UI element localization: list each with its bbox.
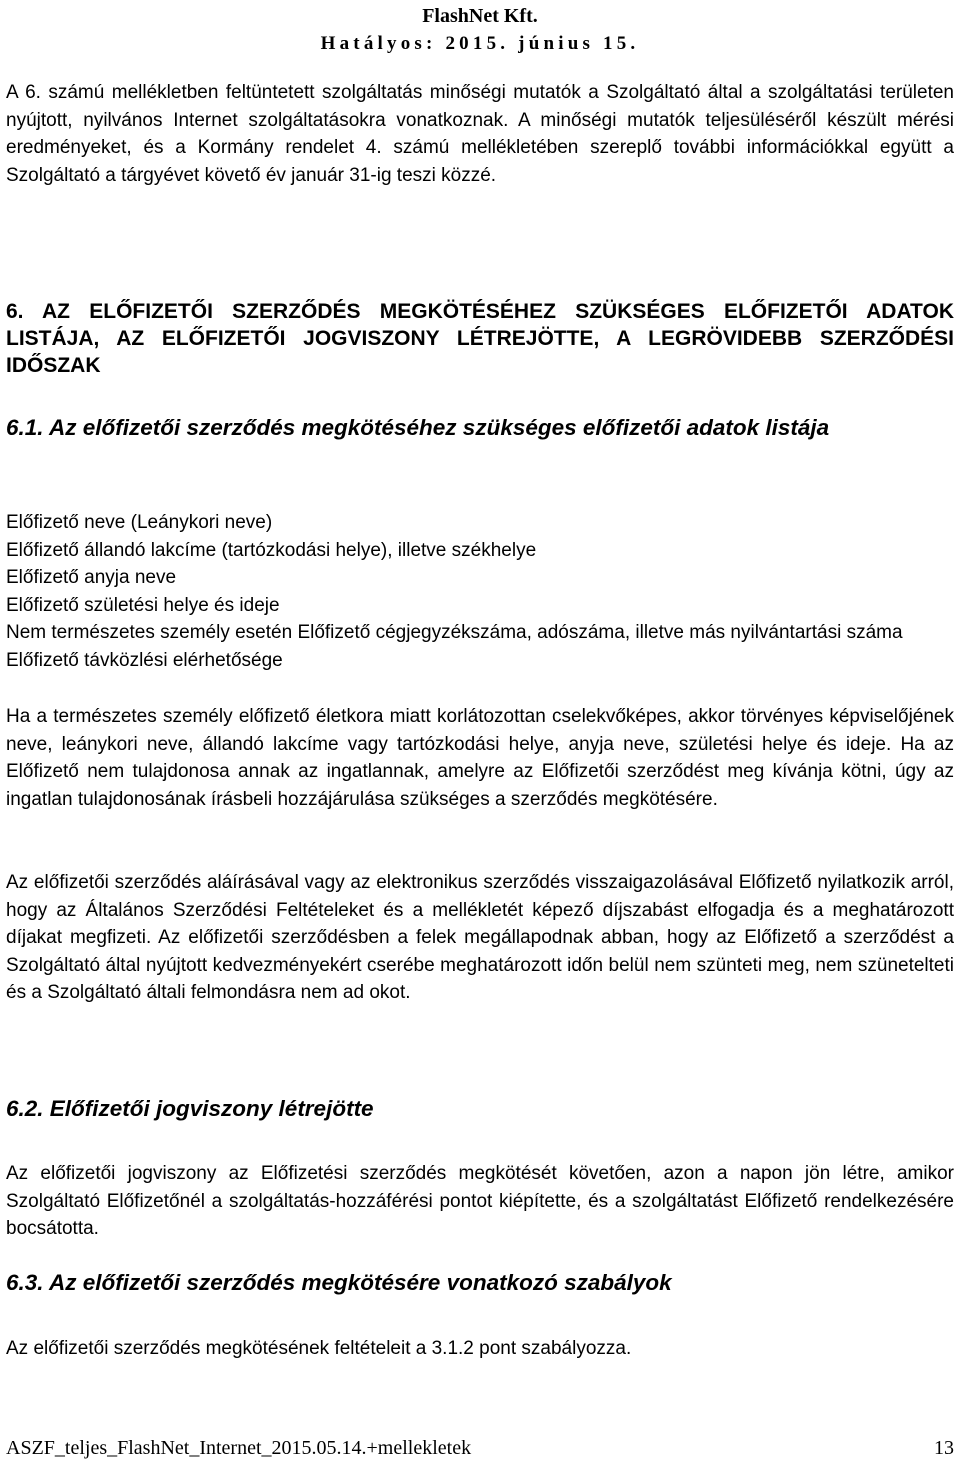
footer-page-number: 13 — [934, 1437, 954, 1459]
header-effective-date: Hatályos: 2015. június 15. — [320, 33, 640, 54]
document-page — [6, 0, 954, 1465]
list-item: Nem természetes személy esetén Előfizető cégjegyzékszáma, adószáma, illetve más nyilvántartási száma — [6, 622, 903, 644]
minor-representative-paragraph: Ha a természetes személy előfizető életkora miatt korlátozottan cselekvőképes, akkor törvényes képviselőjének neve, leánykori neve, állandó lakcíme vagy tartózkodási helye, anyja neve, születési helye és ideje. Ha az Előfizető nem tulajdonosa annak az ingatlannak, amelyre az Előfizetői szerződést meg kívánja kötni, úgy az ingatlan tulajdonosának írásbeli hozzájárulása szükséges a szerződés megkötésére. — [6, 706, 954, 810]
footer-filename: ASZF_teljes_FlashNet_Internet_2015.05.14.+mellekletek — [6, 1437, 472, 1459]
list-item: Előfizető születési helye és ideje — [6, 594, 280, 616]
contract-signature-paragraph: Az előfizetői szerződés aláírásával vagy az elektronikus szerződés visszaigazolásával Előfizető nyilatkozik arról, hogy az Általános Szerződési Feltételeket és a mellékletét képező díjszabást elfogadja és a meghatározott díjakat megfizeti. Az előfizetői szerződésben a felek megállapodnak abban, hogy az Előfizető a szerződést a Szolgáltató által nyújtott kedvezményekért cserébe meghatározott időn belül nem szünteti meg, nem szünetelteti és a Szolgáltató általi felmondásra nem ad okot. — [6, 872, 954, 1004]
section-6-2-paragraph: Az előfizetői jogviszony az Előfizetési szerződés megkötését követően, azon a napon jön létre, amikor Szolgáltató Előfizetőnél a szolgáltatás-hozzáférési pontot kiépítette, és a szolgáltatást Előfizető rendelkezésére bocsátotta. — [6, 1163, 954, 1240]
section-6-3-heading: 6.3. Az előfizetői szerződés megkötésére vonatkozó szabályok — [6, 1270, 672, 1295]
list-item: Előfizető anyja neve — [6, 567, 177, 589]
list-item: Előfizető neve (Leánykori neve) — [6, 512, 273, 533]
required-data-list — [6, 509, 954, 675]
header-company: FlashNet Kft. — [422, 5, 538, 27]
section-6-2-heading: 6.2. Előfizetői jogviszony létrejötte — [6, 1096, 374, 1121]
list-item: Előfizető távközlési elérhetősége — [6, 649, 283, 671]
section-6-1-heading: 6.1. Az előfizetői szerződés megkötéséhez szükséges előfizetői adatok listája — [6, 415, 830, 440]
section-6-3-paragraph: Az előfizetői szerződés megkötésének feltételeit a 3.1.2 pont szabályozza. — [6, 1338, 632, 1359]
section-6-heading: 6. AZ ELŐFIZETŐI SZERZŐDÉS MEGKÖTÉSÉHEZ SZÜKSÉGES ELŐFIZETŐI ADATOK LISTÁJA, AZ ELŐFIZETŐI JOGVISZONY LÉTREJÖTTE, A LEGRÖVIDEBB SZERZŐDÉSI IDŐSZAK — [6, 300, 954, 377]
list-item: Előfizető állandó lakcíme (tartózkodási helye), illetve székhelye — [6, 539, 537, 561]
intro-paragraph: A 6. számú mellékletben feltüntetett szolgáltatás minőségi mutatók a Szolgáltató által a szolgáltatási területen nyújtott, nyilvános Internet szolgáltatásokra vonatkoznak. A minőségi mutatók teljesüléséről készült mérési eredményeket, és a Kormány rendelet 4. számú mellékletében szereplő további információkkal együtt a Szolgáltató a tárgyévet követő év január 31-ig teszi közzé. — [6, 82, 954, 186]
